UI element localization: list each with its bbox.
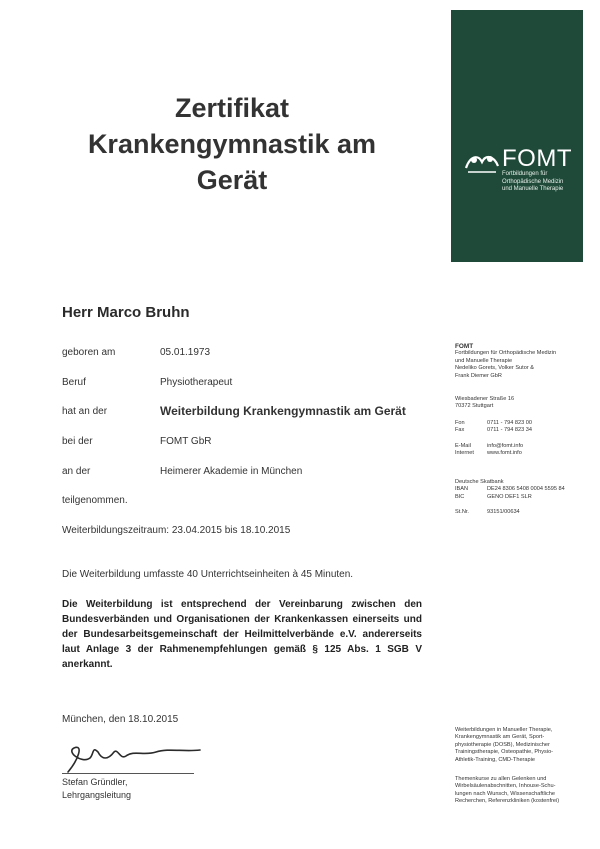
- org-address: Wiesbadener Straße 16 70372 Stuttgart: [455, 396, 515, 410]
- label-birthdate: geboren am: [62, 347, 116, 358]
- label-course: hat an der: [62, 406, 108, 417]
- signer-role: Lehrgangsleitung: [62, 790, 132, 800]
- title-line-3: Gerät: [196, 165, 268, 195]
- label-participated: teilgenommen.: [62, 495, 128, 506]
- training-period: Weiterbildungszeitraum: 23.04.2015 bis 18.10.2015: [62, 525, 291, 536]
- org-info: FOMT Fortbildungen für Orthopädische Medizin und Manuelle Therapie Nedeliko Gorets, Volker Sutor & Frank Diemer GbR: [455, 343, 557, 379]
- signer-block: [62, 776, 131, 802]
- certificate-title: [40, 90, 424, 198]
- recognition-statement: Die Weiterbildung ist entsprechend der Vereinbarung zwischen den Bundesverbänden und Organisationen der Krankenkassen einerseits und der Bundesarbeitsgemeinschaft der Heilmittelverbände e.V. andererseits laut Anlage 3 der Rahmenempfehlungen gemäß § 125 Abs. 1 SGB V anerkannt.: [62, 599, 422, 670]
- org-phone: Fon 0711 - 794 823 00 Fax 0711 - 794 823 34: [455, 420, 532, 434]
- signer-name: Stefan Gründler,: [62, 777, 128, 787]
- label-location: an der: [62, 466, 91, 477]
- org-name: FOMT: [455, 343, 474, 350]
- org-tax: St.Nr. 93151/00634: [455, 509, 520, 515]
- value-birthdate: 05.01.1973: [160, 347, 211, 358]
- place-date: München, den 18.10.2015: [62, 714, 179, 725]
- value-location: Heimerer Akademie in München: [160, 466, 303, 477]
- label-profession: Beruf: [62, 377, 86, 388]
- fomt-logo-panel: [451, 10, 583, 262]
- training-units: Die Weiterbildung umfasste 40 Unterrichtseinheiten à 45 Minuten.: [62, 569, 354, 580]
- org-web: E-Mail info@fomt.info Internet www.fomt.info: [455, 443, 524, 457]
- logo-name: FOMT: [502, 145, 572, 172]
- value-profession: Physiotherapeut: [160, 377, 233, 388]
- signature-line: [62, 773, 194, 774]
- fomt-logo-icon: [462, 150, 502, 176]
- logo-subtitle: Fortbildungen für Orthopädische Medizin und Manuelle Therapie: [502, 171, 564, 192]
- label-provider: bei der: [62, 436, 93, 447]
- org-bank: Deutsche Skatbank IBAN DE24 8306 5408 0004 5595 84 BIC GENO DEF1 SLR: [455, 479, 565, 500]
- title-line-2: Krankengymnastik am: [87, 129, 377, 159]
- recipient-name: Herr Marco Bruhn: [62, 304, 190, 321]
- value-course: Weiterbildung Krankengymnastik am Gerät: [160, 404, 406, 418]
- value-provider: FOMT GbR: [160, 436, 212, 447]
- signature-image: [64, 738, 214, 778]
- offers-topics: Themenkurse zu allen Gelenken und Wirbelsäulenabschnitten, Inhouse-Schu- lungen nach Wunsch, Wissenschaftliche Recherchen, Referenzkliniken (kostenfrei): [455, 776, 560, 805]
- offers-courses: Weiterbildungen in Manueller Therapie, Krankengymnastik am Gerät, Sport- physiotherapie (DOSB), Medizinischer Trainingstherapie, Osteopathie, Physio- Athletik-Training, CMD-Therapie: [455, 727, 554, 763]
- title-line-1: Zertifikat: [174, 93, 290, 123]
